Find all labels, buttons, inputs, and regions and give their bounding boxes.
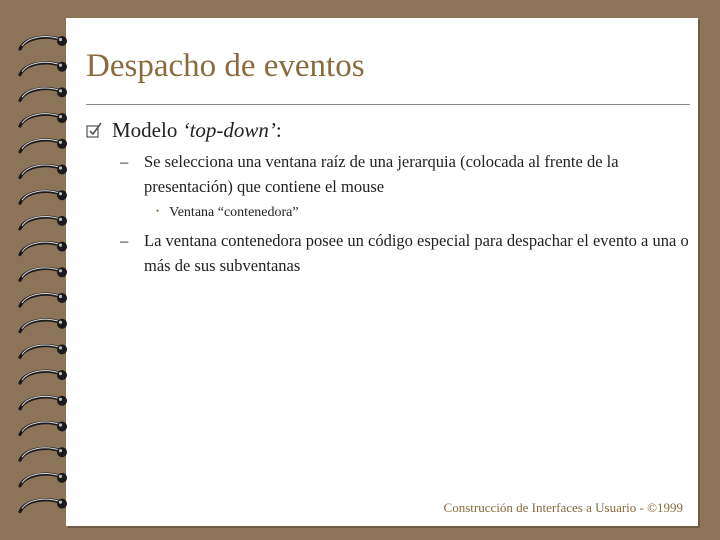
sub-item [120,228,690,278]
spiral-binding [0,0,90,540]
binding-ring [20,190,67,203]
binding-ring [20,36,67,49]
binding-ring [20,473,67,486]
binding-ring [20,87,67,100]
binding-ring [20,165,67,178]
checkbox-arrow-icon [86,117,112,144]
dash-marker: – [120,152,129,171]
dash-marker: – [120,231,129,250]
bullet-modelo [86,117,282,143]
dot-marker: • [156,206,160,216]
binding-ring [20,319,67,332]
binding-ring [20,499,67,512]
binding-ring [20,62,67,75]
binding-ring [20,242,67,255]
binding-ring [20,267,67,280]
bullet-label: Modelo [112,118,183,142]
binding-ring [20,396,67,409]
title-divider [86,104,690,105]
sub-item [120,149,690,199]
binding-ring [20,370,67,383]
sub-item-text: Se selecciona una ventana raíz de una jerarquia (colocada al frente de la presentación) que contiene el mouse [144,152,619,196]
binding-ring [20,293,67,306]
sub-sub-item [156,201,299,223]
binding-ring [20,422,67,435]
slide-title: Despacho de eventos [86,48,365,84]
sub-item-text: La ventana contenedora posee un código especial para despachar el evento a una o más de sus subventanas [144,231,689,275]
binding-ring [20,216,67,229]
slide-footer: Construcción de Interfaces a Usuario - ©1999 [443,500,683,515]
binding-ring [20,344,67,357]
bullet-label-colon: : [275,118,282,142]
bullet-label-italic: ‘top-down’ [182,118,276,142]
binding-ring [20,113,67,126]
binding-ring [20,447,67,460]
binding-ring [20,139,67,152]
sub-sub-item-text: Ventana “contenedora” [169,205,299,220]
